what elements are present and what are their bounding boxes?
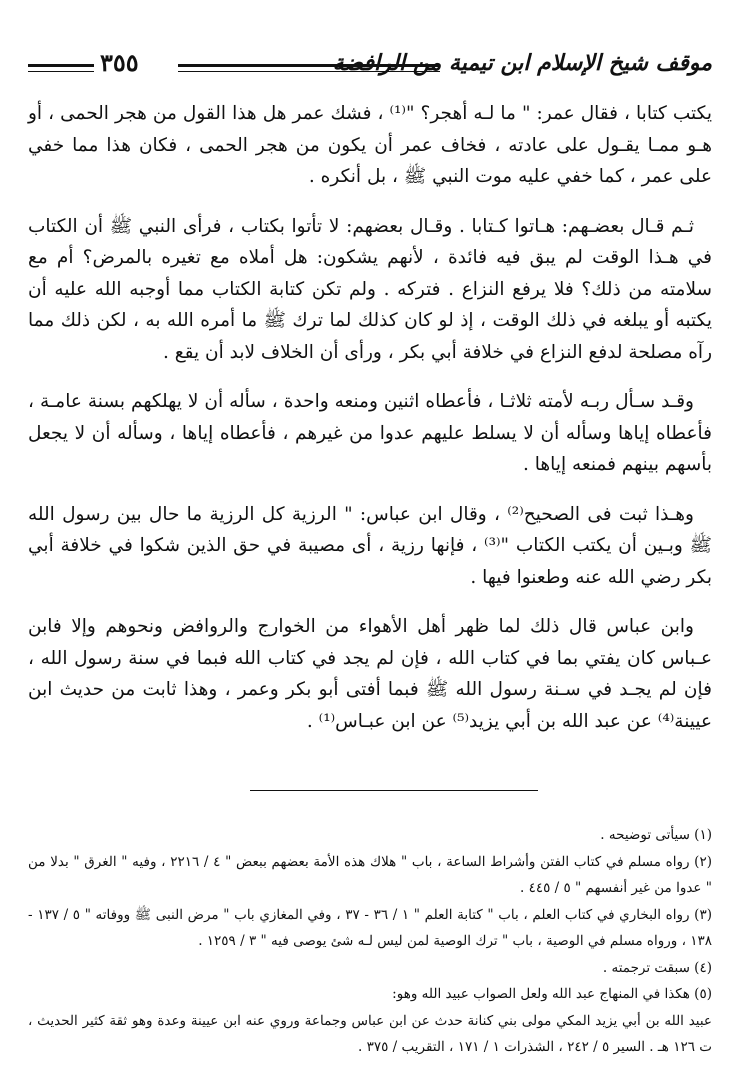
footnote-1: (١) سيأتى توضيحه . — [600, 827, 712, 843]
paragraph-4: وهـذا ثبت فى الصحيح⁽²⁾ ، وقال ابن عباس: " الرزية كل الرزية ما حال بين رسول الله ﷺ وبـين أن يكتب الكتاب "⁽³⁾ ، فإنها رزية ، أى مصيبة في حق الذين شكوا في خلافة أبي بكر رضي الله عنه وطعنوا فيها . — [28, 503, 712, 588]
header-rule — [178, 64, 440, 72]
footnote-separator — [250, 790, 538, 791]
paragraph-2: ثـم قـال بعضـهم: هـاتوا كـتابا . وقـال بعضهم: لا تأتوا بكتاب ، فرأى النبي ﷺ أن الكتاب في هـذا الوقت لم يبق فيه فائدة ، لأنهم يشكون: هل أملاه مع تغيره بالمرض؟ أم مع سلامته من ذلك؟ فلا يرفع النزاع . فتركه . ولم تكن كتابة الكتاب مما أوجبه الله عليه أن يكتبه أو يبلغه في ذلك الوقت ، إذ لو كان كذلك لما ترك ﷺ ما أمره الله به ، لكن ذلك مما رآه مصلحة لدفع النزاع في خلافة أبي بكر ، ورأى أن الخلاف لابد أن يقع . — [28, 215, 712, 363]
main-text — [28, 98, 712, 755]
footnote-3: (٣) رواه البخاري في كتاب العلم ، باب " كتابة العلم " ١ / ٣٦ - ٣٧ ، وفي المغازي باب " مرض النبى ﷺ ووفاته " ٥ / ١٣٧ - ١٣٨ ، ورواه مسلم في الوصية ، باب " ترك الوصية لمن ليس لـه شئ يوصى فيه " ٣ / ١٢٥٩ . — [28, 906, 712, 949]
footnotes — [28, 822, 712, 1061]
header-rule-left — [28, 64, 94, 72]
page-number: ٣٥٥ — [100, 48, 139, 77]
footnote-5-continued: عبيد الله بن أبي يزيد المكي مولى بني كنانة حدث عن ابن عباس وجماعة وروي عنه ابن عيينة وعدة وهو ثقة كثير الحديث ، ت ١٢٦ هـ . السير ٥ / ٢٤٢ ، الشذرات ١ / ١٧١ ، التقريب / ٣٧٥ . — [28, 1012, 712, 1055]
paragraph-5: وابن عباس قال ذلك لما ظهر أهل الأهواء من الخوارج والروافض ونحوهم وإلا فابن عـباس كان يفتي بما في كتاب الله ، فإن لم يجد في كتاب الله فبما في سنة رسول الله ، فإن لم يجـد في سـنة رسول الله ﷺ فبما أفتى أبو بكر وعمر ، وهذا ثابت من حديث ابن عيينة⁽⁴⁾ عن عبد الله بن أبي يزيد⁽⁵⁾ عن ابن عبـاس⁽¹⁾ . — [28, 616, 712, 732]
footnote-4: (٤) سبقت ترجمته . — [602, 959, 712, 976]
paragraph-1: يكتب كتابا ، فقال عمر: " ما لـه أهجر؟ "⁽¹⁾ ، فشك عمر هل هذا القول من هجر الحمى ، أو هـو ممـا يقـول على عادته ، فخاف عمر أن يكون من هجر الحمى ، فكان هذا مما خفي على عمر ، كما خفي عليه موت النبي ﷺ ، بل أنكره . — [28, 103, 712, 187]
footnote-5: (٥) هكذا في المنهاج عبد الله ولعل الصواب عبيد الله وهو: — [392, 986, 712, 1002]
paragraph-3: وقـد سـأل ربـه لأمته ثلاثـا ، فأعطاه اثنين ومنعه واحدة ، سأله أن لا يهلكهم بسنة عامـة ، فأعطاه إياها وسأله أن لا يسلط عليهم عدوا من غيرهم ، فأعطاه إياها ، وسأله أن لا يجعل بأسهم بينهم فمنعه إياها . — [28, 391, 712, 475]
running-title: موقف شيخ الإسلام ابن تيمية من الرافضة — [332, 50, 712, 76]
footnote-2: (٢) رواه مسلم في كتاب الفتن وأشراط الساعة ، باب " هلاك هذه الأمة بعضهم ببعض " ٤ / ٢٢١٦ ، وفيه " الغرق " بدلا من " عدوا من غير أنفسهم " ٥ / ٤٤٥ . — [28, 853, 712, 896]
page-header — [28, 48, 712, 88]
